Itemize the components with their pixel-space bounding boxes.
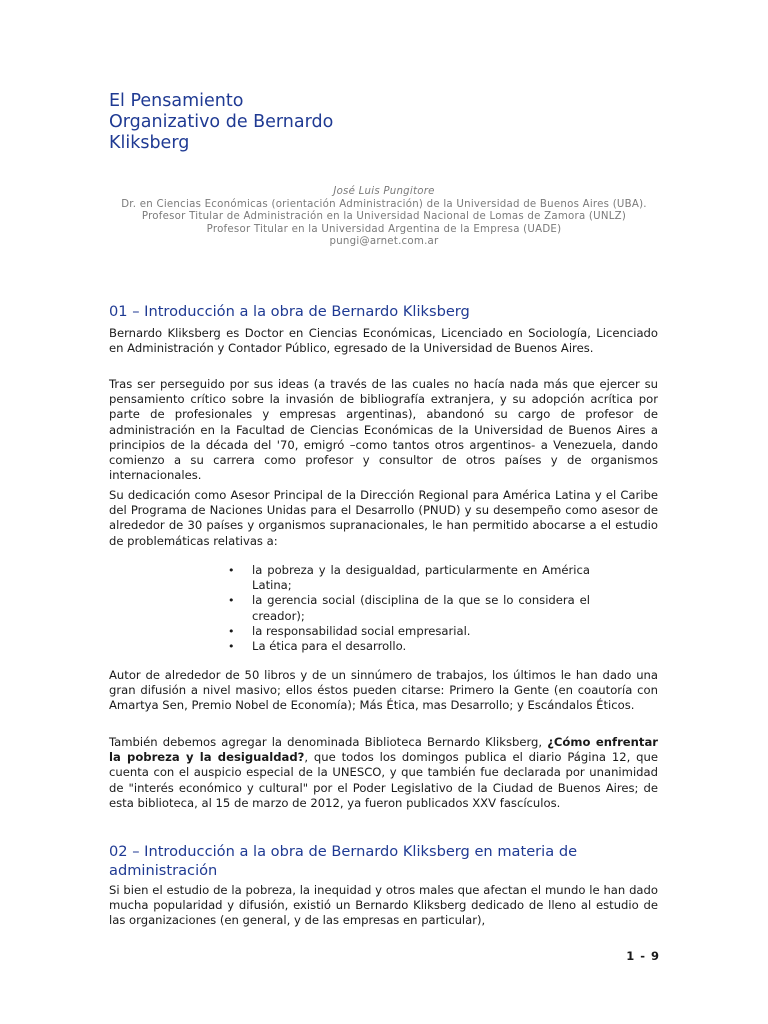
book-title: ¿Cómo enfrentar la pobreza y la desigualdad?: [109, 735, 658, 765]
section-2-paragraph-1: Si bien el estudio de la pobreza, la inequidad y otros males que afectan el mundo le han dado mucha popularidad y difusión, existió un Bernardo Kliksberg dedicado de lleno al estudio de las organizaciones (en general, y de las empresas en particular),: [109, 883, 658, 928]
author-credential-2: Profesor Titular de Administración en la Universidad Nacional de Lomas de Zamora (UNLZ): [141, 211, 627, 223]
title-line-2: Organizativo de Bernardo: [109, 112, 334, 132]
title-line-1: El Pensamiento: [109, 91, 244, 111]
author-credential-3: Profesor Titular en la Universidad Argentina de la Empresa (UADE): [206, 223, 562, 235]
list-item: • la gerencia social (disciplina de la que se lo considera el creador);: [228, 593, 590, 623]
section-1-paragraph-1: Bernardo Kliksberg es Doctor en Ciencias Económicas, Licenciado en Sociología, Licenciado en Administración y Contador Público, egresado de la Universidad de Buenos Aires.: [109, 326, 658, 356]
bullet-icon: •: [228, 594, 235, 608]
page-number: 1 - 9: [626, 949, 660, 963]
author-name: José Luis Pungitore: [333, 186, 435, 197]
section-1-paragraph-4: Autor de alrededor de 50 libros y de un sinnúmero de trabajos, los últimos le han dado una gran difusión a nivel masivo; ellos éstos pueden citarse: Primero la Gente (en coautoría con Amartya Sen, Premio Nobel de Economía); Más Ética, mas Desarrollo; y Escándalos Éticos.: [109, 668, 658, 713]
author-block: [100, 186, 668, 249]
topics-list: [224, 563, 590, 654]
author-email: pungi@arnet.com.ar: [329, 236, 439, 248]
section-1-heading: 01 – Introducción a la obra de Bernardo Kliksberg: [109, 303, 470, 320]
bullet-icon: •: [228, 564, 235, 577]
section-2-heading: 02 – Introducción a la obra de Bernardo Kliksberg en materia de administración: [109, 843, 578, 879]
list-item: • la responsabilidad social empresarial.: [228, 623, 471, 638]
list-item: • la pobreza y la desigualdad, particularmente en América Latina;: [228, 563, 590, 593]
title-line-3: Kliksberg: [109, 133, 190, 153]
list-item: • La ética para el desarrollo.: [228, 639, 407, 654]
section-1-paragraph-3: Su dedicación como Asesor Principal de la Dirección Regional para América Latina y el Caribe del Programa de Naciones Unidas para el Desarrollo (PNUD) y su desempeño como asesor de alrededor de 30 países y organismos supranacionales, le han permitido abocarse a el estudio de problemáticas relativas a:: [109, 488, 658, 548]
document-title: [109, 91, 409, 154]
section-1-paragraph-5: También debemos agregar la denominada Biblioteca Bernardo Kliksberg, ¿Cómo enfrentar la pobreza y la desigualdad?, que todos los domingos publica el diario Página 12, que cuenta con el auspicio especial de la UNESCO, y que también fue declarada por unanimidad de "interés económico y cultural" por el Poder Legislativo de la Ciudad de Buenos Aires; de esta biblioteca, al 15 de marzo de 2012, ya fueron publicados XXV fascículos.: [109, 735, 658, 810]
author-credential-1: Dr. en Ciencias Económicas (orientación Administración) de la Universidad de Buenos Aires (UBA).: [121, 198, 647, 210]
bullet-icon: •: [228, 624, 235, 638]
bullet-icon: •: [228, 640, 235, 654]
section-1-paragraph-2: Tras ser perseguido por sus ideas (a través de las cuales no hacía nada más que ejercer su pensamiento crítico sobre la invasión de bibliografía extranjera, y su adopción acrítica por parte de profesionales y empresas argentinas), abandonó su cargo de profesor de administración en la Facultad de Ciencias Económicas de la Universidad de Buenos Aires a principios de la década del '70, emigró –como tantos otros argentinos- a Venezuela, dando comienzo a su carrera como profesor y consultor de otros países y de organismos internacionales.: [109, 377, 658, 483]
